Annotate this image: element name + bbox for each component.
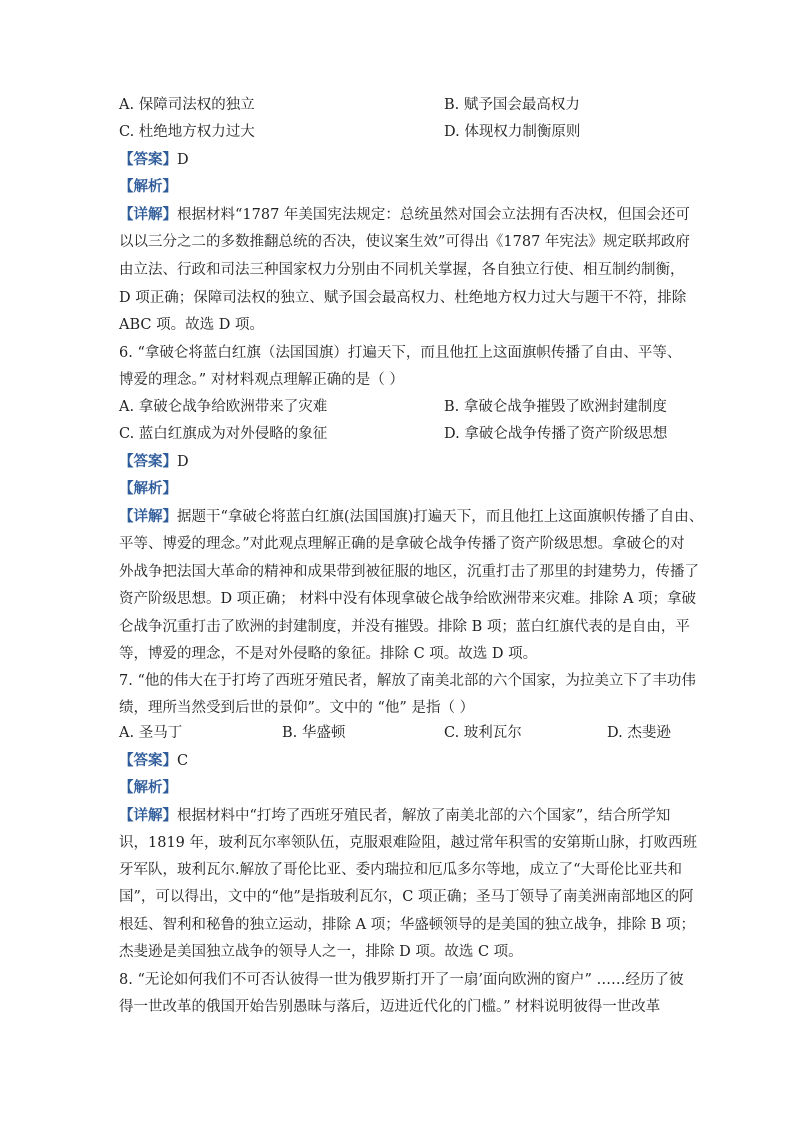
q6-option-a[interactable]: A. 拿破仑战争给欧洲带来了灾难 [119,399,328,415]
q7-explanation-line: 国”，可以得出，文中的“他”是指玻利瓦尔，C 项正确；圣马丁领导了南美洲南部地区的阿 [119,889,694,905]
analysis-tag: 【解析】 [119,480,177,497]
q6-stem-line: 博爱的理念。” 对材料观点理解正确的是（ ） [119,372,404,388]
q6-explanation-line [119,507,703,527]
q7-option-c[interactable]: C. 玻利瓦尔 [444,725,522,741]
q6-explanation-line: 外战争把法国大革命的精神和成果带到被征服的地区，沉重打击了那里的封建势力，传播了 [119,564,699,580]
q7-explanation-line [119,806,670,826]
q7-explanation-line: 牙军队，玻利瓦尔.解放了哥伦比亚、委内瑞拉和厄瓜多尔等地，成立了“大哥伦比亚共和 [119,862,683,878]
q7-answer [119,751,188,771]
q6-option-d[interactable]: D. 拿破仑战争传播了资产阶级思想 [444,426,668,442]
q5-option-d[interactable]: D. 体现权力制衡原则 [444,124,581,140]
q7-analysis-heading [119,778,177,798]
q5-explanation-text: 根据材料“1787 年美国宪法规定：总统虽然对国会立法拥有否决权，但国会还可 [177,207,690,223]
detail-tag: 【详解】 [119,508,177,525]
q6-answer-value: D [177,454,189,470]
q6-explanation-line: 资产阶级思想。D 项正确； 材料中没有体现拿破仑战争给欧洲带来灾难。排除 A 项；拿破 [119,591,697,607]
q6-stem-line: 6. “拿破仑将蓝白红旗（法国国旗）打遍天下，而且他扛上这面旗帜传播了自由、平等、 [119,345,682,361]
q5-option-a[interactable]: A. 保障司法权的独立 [119,97,255,113]
q7-stem-line: 绩，理所当然受到后世的景仰”。文中的 “他” 是指（ ） [119,700,475,716]
q6-answer [119,452,189,472]
q5-option-c[interactable]: C. 杜绝地方权力过大 [119,124,255,140]
answer-tag: 【答案】 [119,151,177,168]
q7-option-d[interactable]: D. 杰斐逊 [607,725,671,741]
q6-option-b[interactable]: B. 拿破仑战争摧毁了欧洲封建制度 [444,399,667,415]
q6-analysis-heading [119,479,177,499]
q7-option-a[interactable]: A. 圣马丁 [119,725,183,741]
q5-option-b[interactable]: B. 赋予国会最高权力 [444,97,580,113]
q5-analysis-heading [119,177,177,197]
q7-answer-value: C [177,753,189,769]
analysis-tag: 【解析】 [119,779,177,796]
q7-explanation-line: 杰斐逊是美国独立战争的领导人之一，排除 D 项。故选 C 项。 [119,944,523,960]
q7-explanation-line: 根廷、智利和秘鲁的独立运动，排除 A 项；华盛顿领导的是美国的独立战争，排除 B 项； [119,917,696,933]
q6-option-c[interactable]: C. 蓝白红旗成为对外侵略的象征 [119,426,328,442]
q6-explanation-line: 仑战争沉重打击了欧洲的封建制度，并没有摧毁。排除 B 项；蓝白红旗代表的是自由，平 [119,619,690,635]
detail-tag: 【详解】 [119,807,177,824]
q5-answer [119,150,189,170]
detail-tag: 【详解】 [119,206,177,223]
q5-answer-value: D [177,152,189,168]
q5-explanation-line [119,205,690,225]
answer-tag: 【答案】 [119,752,177,769]
q5-explanation-line: ABC 项。故选 D 项。 [119,317,264,333]
q8-stem-line: 得一世改革的俄国开始告别愚昧与落后，迈进近代化的门槛。” 材料说明彼得一世改革 [119,999,661,1015]
q7-option-b[interactable]: B. 华盛顿 [282,725,346,741]
q5-explanation-line: 由立法、行政和司法三种国家权力分别由不同机关掌握，各自独立行使、相互制约制衡， [119,262,685,278]
q5-explanation-line: 以以三分之二的多数推翻总统的否决，使议案生效”可得出《1787 年宪法》规定联邦政府 [119,234,690,250]
analysis-tag: 【解析】 [119,178,177,195]
q6-explanation-line: 平等、博爱的理念。”对此观点理解正确的是拿破仑战争传播了资产阶级思想。拿破仑的对 [119,536,685,552]
q7-stem-line: 7. “他的伟大在于打垮了西班牙殖民者，解放了南美北部的六个国家，为拉美立下了丰功伟 [119,673,696,689]
q6-explanation-text: 据题干“拿破仑将蓝白红旗(法国国旗)打遍天下，而且他扛上这面旗帜传播了自由、 [177,509,704,525]
q6-explanation-line: 等，博爱的理念，不是对外侵略的象征。排除 C 项。故选 D 项。 [119,646,538,662]
q7-explanation-text: 根据材料中“打垮了西班牙殖民者，解放了南美北部的六个国家”，结合所学知 [177,808,671,824]
q7-explanation-line: 识，1819 年，玻利瓦尔率领队伍，克服艰难险阻，越过常年积雪的安第斯山脉，打败西班 [119,835,698,851]
q8-stem-line: 8. “无论如何我们不可否认彼得一世为俄罗斯打开了一扇’面向欧洲的窗户” ……经历了彼 [119,972,684,988]
answer-tag: 【答案】 [119,453,177,470]
q5-explanation-line: D 项正确；保障司法权的独立、赋予国会最高权力、杜绝地方权力过大与题干不符，排除 [119,290,687,306]
